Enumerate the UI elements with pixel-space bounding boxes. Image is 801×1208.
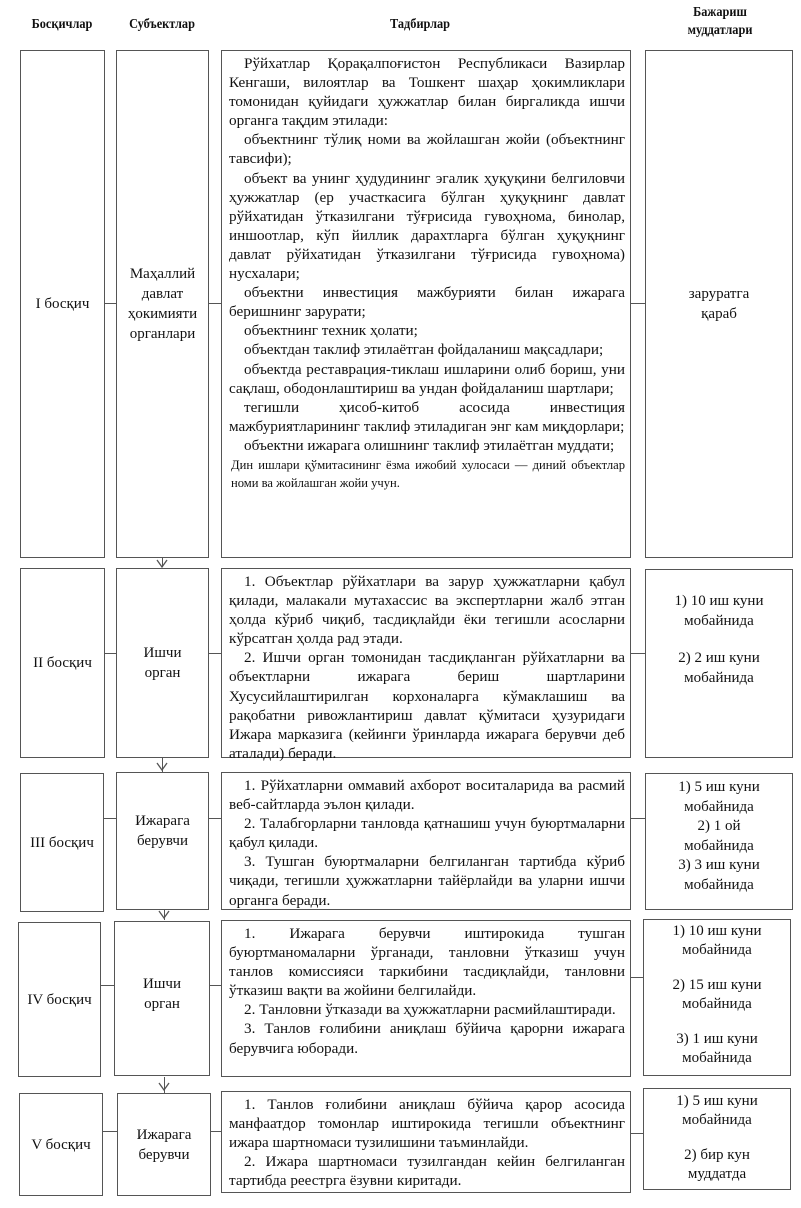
- connector-line: [631, 977, 643, 978]
- connector-line: [631, 1133, 643, 1134]
- stage-3-box: [20, 773, 104, 912]
- stage-3-label: III босқич: [30, 834, 94, 851]
- stage-4-actions-box: [221, 920, 631, 1077]
- deadline-line: мобайнида: [682, 1049, 752, 1066]
- header-deadlines-line1: Бажариш: [693, 5, 747, 20]
- connector-line: [209, 653, 221, 654]
- deadline-line: мобайнида: [684, 837, 754, 854]
- action-item: 3. Тушган буюртмаларни белгиланган тартибда кўриб чиқади, тегишли ҳужжатларни тайёрлайди ва уларни ишчи органга беради.: [229, 853, 625, 909]
- connector-line: [105, 303, 116, 304]
- deadline-line: мобайнида: [684, 798, 754, 815]
- subject-line: Ишчи: [143, 976, 181, 992]
- stage-4-label: IV босқич: [27, 991, 92, 1008]
- stage-3-subject-box: [116, 772, 209, 910]
- action-item: 1. Танлов ғолибини аниқлаш бўйича қарор асосида манфаатдор томонлар иштирокида тегишли объектнинг ижара шартномаси тузилишини таъминлайди.: [229, 1096, 625, 1152]
- subject-line: орган: [144, 665, 181, 681]
- stage-3-actions-box: [221, 772, 631, 910]
- deadline-line: 2) 15 иш куни: [672, 977, 762, 993]
- stage-1-subject-box: [116, 50, 209, 558]
- deadline-line: мобайнида: [684, 669, 754, 686]
- stage-3-deadline-box: [645, 773, 793, 910]
- stage-5-actions-box: [221, 1091, 631, 1193]
- arrow-down-icon: [158, 1082, 170, 1092]
- connector-line: [105, 653, 116, 654]
- action-item: тегишли ҳисоб-китоб асосида инвестиция мажбуриятларининг таклиф этиладиган энг кам миқдорлари;: [229, 398, 625, 435]
- connector-line: [631, 653, 645, 654]
- action-note: Дин ишлари қўмитасининг ёзма ижобий хулосаси — диний объектлар номи ва жойлашган жойи учун.: [231, 457, 625, 490]
- action-item: 2. Талабгорларни танловда қатнашиш учун буюртмаларни қабул қилади.: [229, 815, 625, 852]
- subject-line: Маҳаллий: [129, 266, 196, 282]
- action-item: объектда реставрация-тиклаш ишларини олиб бориш, уни сақлаш, ободонлаштириш ва ундан фойдаланиш шартлари;: [229, 360, 625, 397]
- deadline-line: 3) 3 иш куни: [678, 857, 760, 873]
- deadline-line: 1) 10 иш куни: [672, 923, 762, 939]
- stage-2-box: [20, 568, 105, 758]
- deadline-line: мобайнида: [682, 941, 752, 958]
- deadline-line: 1) 10 иш куни: [674, 593, 764, 609]
- subject-line: Ижарага: [135, 813, 190, 829]
- stage-1-actions-box: [221, 50, 631, 558]
- header-deadlines-line2: муддатлари: [687, 23, 753, 38]
- action-item: объектнинг тўлиқ номи ва жойлашган жойи (объектнинг тавсифи);: [229, 131, 625, 168]
- action-item: 2. Ижара шартномаси тузилгандан кейин белгиланган тартибда реестрга ёзувни киритади.: [229, 1153, 625, 1190]
- deadline-line: мобайнида: [682, 995, 752, 1012]
- header-subjects: Субъектлар: [129, 17, 195, 32]
- stage-5-box: [19, 1093, 103, 1196]
- deadline-line: қараб: [701, 306, 737, 322]
- arrow-down-icon: [158, 910, 170, 920]
- deadline-line: 2) 2 иш куни: [678, 650, 760, 666]
- action-item: 2. Танловни ўтказади ва ҳужжатларни расмийлаштиради.: [244, 1001, 616, 1019]
- stage-1-deadline-box: [645, 50, 793, 558]
- subject-line: ҳокимияти: [127, 306, 198, 322]
- deadline-line: муддатда: [687, 1165, 747, 1182]
- header-stages: Босқичлар: [31, 17, 93, 32]
- stage-5-subject-box: [117, 1093, 211, 1196]
- connector-line: [209, 303, 221, 304]
- subject-line: Ишчи: [143, 645, 182, 661]
- arrow-down-icon: [156, 762, 168, 772]
- deadline-line: мобайнида: [682, 1111, 752, 1128]
- subject-line: орган: [144, 996, 180, 1012]
- stage-5-label: V босқич: [31, 1136, 91, 1153]
- connector-line: [103, 1131, 117, 1132]
- deadline-line: мобайнида: [684, 876, 754, 893]
- action-item: объектнинг техник ҳолати;: [244, 322, 418, 340]
- subject-line: берувчи: [138, 1146, 190, 1163]
- action-item: Рўйхатлар Қорақалпоғистон Республикаси Вазирлар Кенгаши, вилоятлар ва Тошкент шаҳар ҳокимликлари томонидан қуйидаги ҳужжатлар билан биргаликда ишчи органга тақдим этилади:: [229, 55, 625, 130]
- connector-line: [211, 1131, 221, 1132]
- action-item: объектдан таклиф этилаётган фойдаланиш мақсадлари;: [244, 341, 604, 359]
- subject-line: давлат: [141, 286, 184, 302]
- stage-1-box: [20, 50, 105, 558]
- action-item: 1. Рўйхатларни оммавий ахборот воситаларида ва расмий веб-сайтларда эълон қилади.: [229, 777, 625, 814]
- stage-4-box: [18, 922, 101, 1077]
- action-item: объектни инвестиция мажбурияти билан ижарага беришнинг зарурати;: [229, 284, 625, 321]
- stage-2-label: II босқич: [33, 655, 92, 671]
- stage-2-deadline-box: [645, 569, 793, 758]
- action-item: 1. Ижарага берувчи иштирокида тушган буюртманомаларни ўрганади, танловни ўтказиш учун танлов комиссияси таркибини тасдиқлайди, танловни ўтказиш вақти ва жойини белгилайди.: [229, 925, 625, 1000]
- stage-1-label: I босқич: [35, 296, 90, 312]
- connector-line: [631, 818, 645, 819]
- action-item: 3. Танлов ғолибини аниқлаш бўйича қарорни ижарага берувчига юборади.: [229, 1020, 625, 1057]
- deadline-line: заруратга: [688, 286, 750, 302]
- connector-line: [209, 818, 221, 819]
- action-item: 2. Ишчи орган томонидан тасдиқланган рўйхатларни ва объектларни ижарага бериш шартларини Хусусийлаштирилган корхоналарга кўмаклашиш ва рақобатни ривожлантириш давлат қўмитаси ҳузуридаги Ижара марказига (кейинги ўринларда ижарага берувчи деб аталади) беради.: [229, 649, 625, 762]
- action-item: объект ва унинг ҳудудининг эгалик ҳуқуқини белгиловчи ҳужжатлар (ер участкасига бўлган ҳуқуқнинг давлат рўйхатидан ўтказилгани тўғрисида гувоҳнома, бинолар, иншоотлар, кўп йиллик дарахтларга бўлган ҳуқуқнинг давлат рўйхатидан ўтказилгани тўғрисида гувоҳнома) нусхалари;: [229, 169, 625, 283]
- stage-5-deadline-box: [643, 1088, 791, 1190]
- deadline-line: 1) 5 иш куни: [676, 1093, 758, 1109]
- stage-2-subject-box: [116, 568, 209, 758]
- subject-line: берувчи: [137, 833, 188, 849]
- connector-line: [210, 985, 221, 986]
- stage-4-subject-box: [114, 921, 210, 1076]
- stage-2-actions-box: [221, 568, 631, 762]
- header-actions: Тадбирлар: [389, 17, 451, 32]
- action-item: объектни ижарага олишнинг таклиф этилаётган муддати;: [244, 436, 615, 454]
- deadline-line: 1) 5 иш куни: [678, 779, 760, 795]
- deadline-line: 2) 1 ой: [697, 818, 741, 834]
- subject-line: органлари: [129, 326, 196, 342]
- action-item: 1. Объектлар рўйхатлари ва зарур ҳужжатларни қабул қилади, малакали мутахассис ва экспертларни жалб этган ҳолда кўриб чиқиб, тасдиқлайди ёки тегишли асосларни кўрсатган ҳолда рад этади.: [229, 573, 625, 648]
- subject-line: Ижарага: [136, 1126, 192, 1143]
- header-deadlines: [658, 4, 781, 40]
- connector-line: [101, 985, 114, 986]
- stage-4-deadline-box: [643, 919, 791, 1076]
- connector-line: [631, 303, 645, 304]
- deadline-line: мобайнида: [684, 612, 754, 629]
- deadline-line: 3) 1 иш куни: [676, 1031, 758, 1047]
- deadline-line: 2) бир кун: [684, 1147, 750, 1163]
- connector-line: [104, 818, 116, 819]
